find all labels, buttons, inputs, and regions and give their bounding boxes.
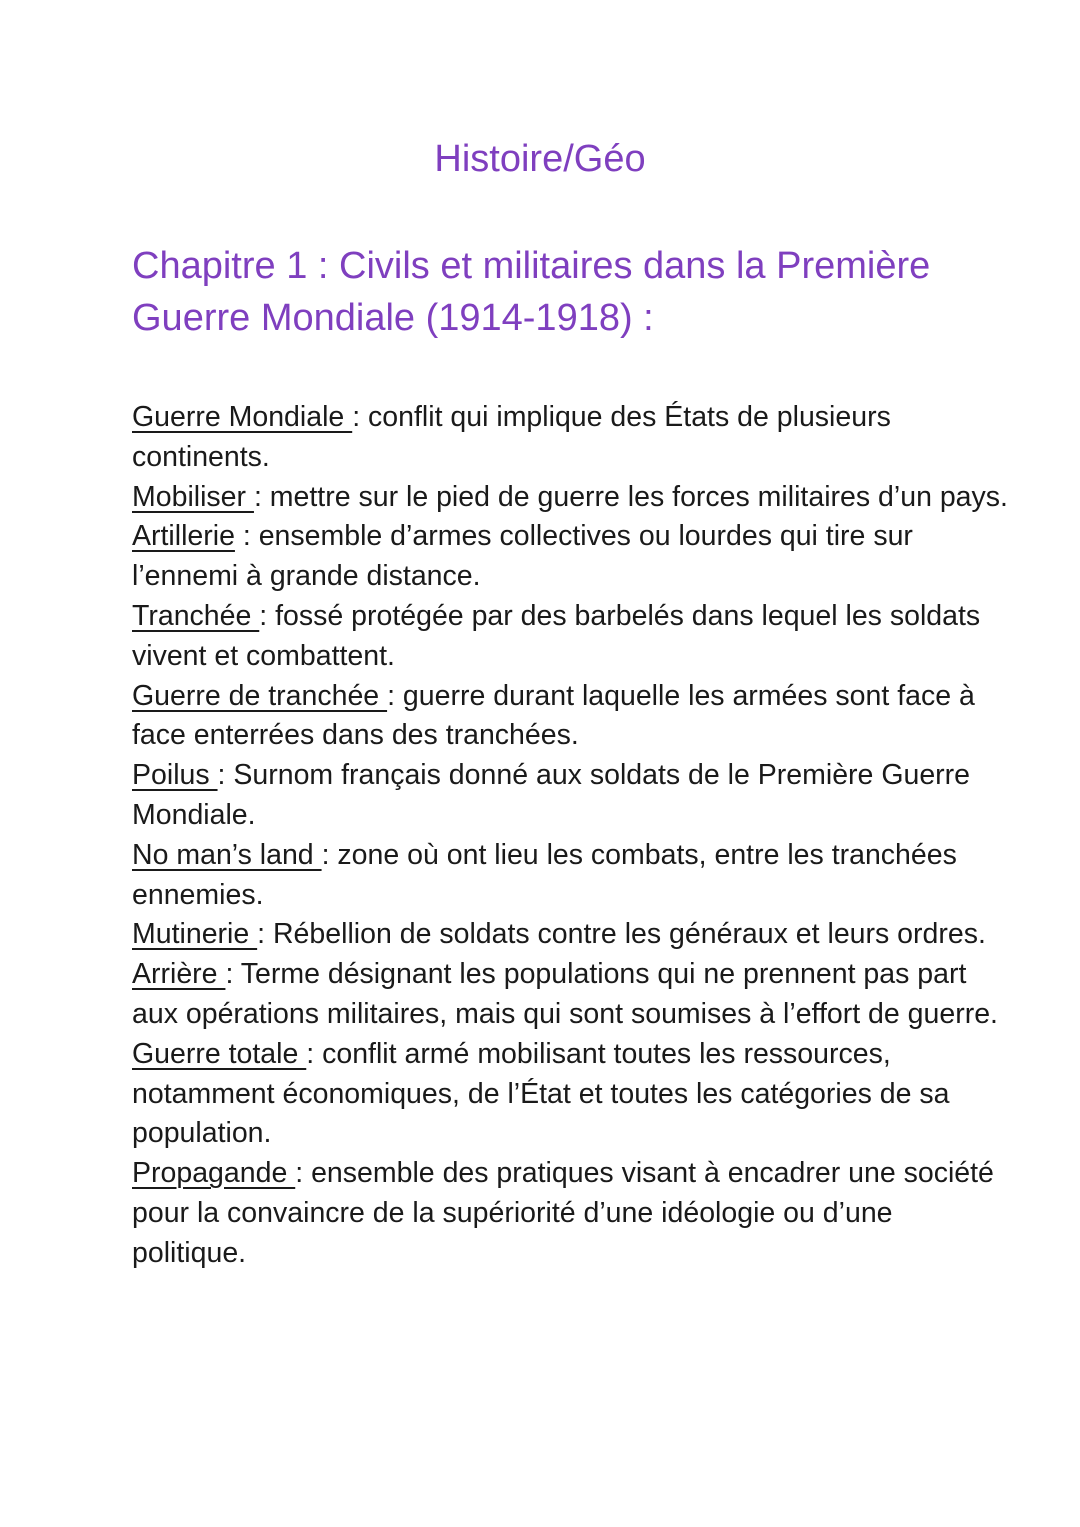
definition-text: : Terme désignant les populations qui ne prennent pas part aux opérations militaires, mais qui sont soumises à l’effort de guerre. xyxy=(132,958,998,1030)
definition-item xyxy=(132,478,1012,518)
definition-term: Guerre de tranchée xyxy=(132,679,388,712)
definition-text: : conflit armé mobilisant toutes les ressources, notamment économiques, de l’État et toutes les catégories de sa population. xyxy=(132,1037,950,1150)
definition-text: : ensemble d’armes collectives ou lourdes qui tire sur l’ennemi à grande distance. xyxy=(132,520,913,593)
definition-item xyxy=(132,677,1012,757)
definition-item xyxy=(132,517,1012,597)
definition-term: Guerre totale xyxy=(132,1037,307,1070)
definition-text: : mettre sur le pied de guerre les forces militaires d’un pays. xyxy=(253,480,1008,513)
definition-text: : Rébellion de soldats contre les généraux et leurs ordres. xyxy=(257,918,986,951)
definition-item xyxy=(132,915,1012,955)
definition-item xyxy=(132,836,1012,916)
definition-text: : guerre durant laquelle les armées sont face à face enterrées dans des tranchées. xyxy=(132,679,975,752)
definition-item xyxy=(132,597,1012,677)
definition-term: Propagande xyxy=(132,1157,296,1190)
definition-item xyxy=(132,398,1012,478)
definition-term: Artillerie xyxy=(132,520,235,553)
definition-item xyxy=(132,955,1012,1035)
chapter-title: Chapitre 1 : Civils et militaires dans la Première Guerre Mondiale (1914-1918) : xyxy=(132,245,931,339)
definition-text: : conflit qui implique des États de plusieurs continents. xyxy=(132,401,891,473)
definition-term: Mobiliser xyxy=(132,480,254,513)
definition-term: Guerre Mondiale xyxy=(132,401,353,433)
definition-item xyxy=(132,756,1012,836)
definition-item xyxy=(132,1035,1012,1154)
definition-item xyxy=(132,1154,1012,1273)
definition-term: Tranchée xyxy=(132,599,260,632)
definition-list xyxy=(132,398,1012,1274)
definition-term: No man’s land xyxy=(132,838,322,871)
definition-term: Mutinerie xyxy=(132,918,258,951)
definition-term: Arrière xyxy=(132,958,226,991)
definition-text: : zone où ont lieu les combats, entre les tranchées ennemies. xyxy=(132,838,957,911)
definition-text: : fossé protégée par des barbelés dans lequel les soldats vivent et combattent. xyxy=(132,599,981,672)
definition-text: : Surnom français donné aux soldats de le Première Guerre Mondiale. xyxy=(132,759,971,831)
definition-text: : ensemble des pratiques visant à encadrer une société pour la convaincre de la supériorité d’une idéologie ou d’une politique. xyxy=(132,1157,994,1269)
page-title: Histoire/Géo xyxy=(434,138,646,180)
definition-term: Poilus xyxy=(132,759,218,792)
